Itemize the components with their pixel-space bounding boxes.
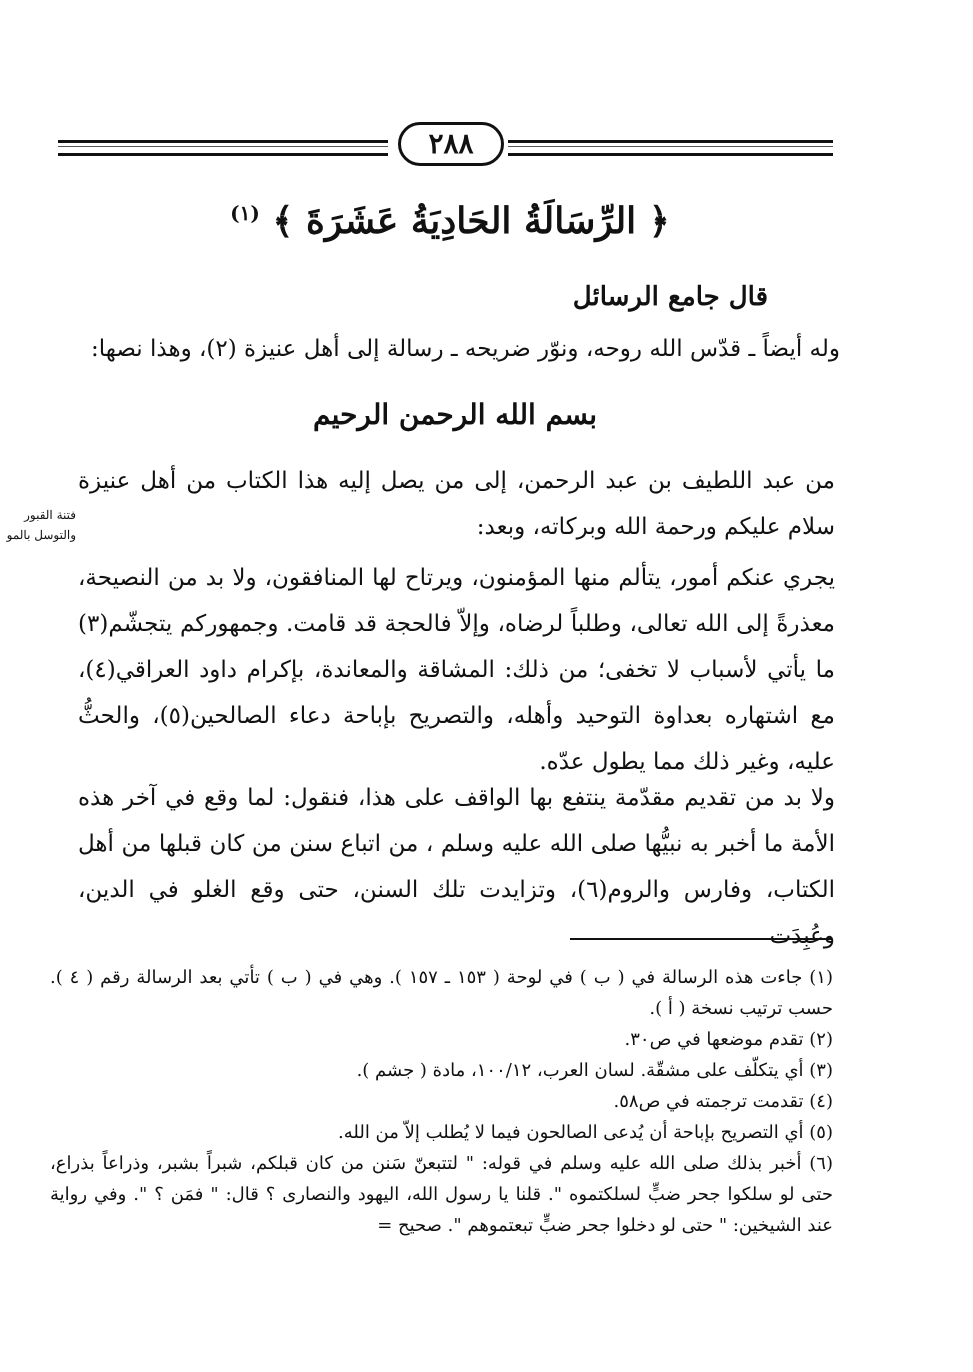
header-rule-right [508,140,833,156]
footnote-2: (٢) تقدم موضعها في ص٣٠. [624,1029,833,1050]
margin-note-line2: والتوسل بالمو [6,528,76,542]
footnote-3: (٣) أي يتكلّف على مشقّة. لسان العرب، ١٠٠/١٢، مادة ( جشم ). [356,1060,833,1081]
epistle-title-text: ﴿ الرِّسَالَةُ الحَادِيَةُ عَشَرَةَ ﴾ [272,200,670,242]
basmala: بسم الله الرحمن الرحيم [313,398,597,431]
intro-line: وله أيضاً ـ قدّس الله روحه، ونوّر ضريحه ـ رسالة إلى أهل عنيزة (٢)، وهذا نصها: [90,336,840,362]
margin-note-line1: فتنة القبور [24,508,76,522]
footnote-6: (٦) أخبر بذلك صلى الله عليه وسلم في قوله: " لتتبعنّ سَنن من كان قبلكم، شبراً بشبر، وذراعاً بذراع، حتى لو سلكوا جحر ضبٍّ لسلكتموه ". قلنا يا رسول الله، اليهود والنصارى ؟ قال: " فمَن ؟ ". وفي رواية عند الشيخين: " حتى لو دخلوا جحر ضبٍّ تبعتموهم ". صحيح = [50,1153,833,1236]
footnote-separator [570,938,832,940]
paragraph-admonition: يجري عنكم أمور، يتألم منها المؤمنون، ويرتاح لها المنافقون، ولا بد من النصيحة، معذرةً إلى الله تعالى، وطلباً لرضاه، وإلاّ فالحجة قد قامت. وجمهوركم يتجشّم(٣) ما يأتي لأسباب لا تخفى؛ من ذلك: المشاقة والمعاندة، بإكرام داود العراقي(٤)، مع اشتهاره بعداوة التوحيد وأهله، والتصريح بإباحة دعاء الصالحين(٥)، والحثُّ عليه، وغير ذلك مما يطول عدّه. [78,565,835,775]
footnote-5: (٥) أي التصريح بإباحة أن يُدعى الصالحون فيما لا يُطلب إلاّ من الله. [338,1122,833,1143]
footnote-1: (١) جاءت هذه الرسالة في ( ب ) في لوحة ( ١٥٣ ـ ١٥٧ ). وهي في ( ب ) تأتي بعد الرسالة رقم ( ٤ ). حسب ترتيب نسخة ( أ ). [50,967,833,1019]
title-footnote-marker: (١) [230,201,260,225]
footnote-4: (٤) تقدمت ترجمته في ص٥٨. [613,1091,833,1112]
paragraph-introduction: ولا بد من تقديم مقدّمة ينتفع بها الواقف على هذا، فنقول: لما وقع في آخر هذه الأمة ما أخبر به نبيُّها صلى الله عليه وسلم ، من اتباع سنن من كان قبلها من أهل الكتاب، وفارس والروم(٦)، وتزايدت تلك السنن، حتى وقع الغلو في الدين، وعُبِدَت [78,785,836,949]
epistle-title [200,200,700,242]
page-number: ٢٨٨ [398,122,504,166]
collector-heading: قال جامع الرسائل [572,282,768,312]
page-header [58,118,833,168]
margin-note [0,505,76,545]
footnotes [50,962,833,1241]
header-rule-left [58,140,388,156]
paragraph-salutation: من عبد اللطيف بن عبد الرحمن، إلى من يصل إليه هذا الكتاب من أهل عنيزة سلام عليكم ورحمة الله وبركاته، وبعد: [78,468,835,540]
